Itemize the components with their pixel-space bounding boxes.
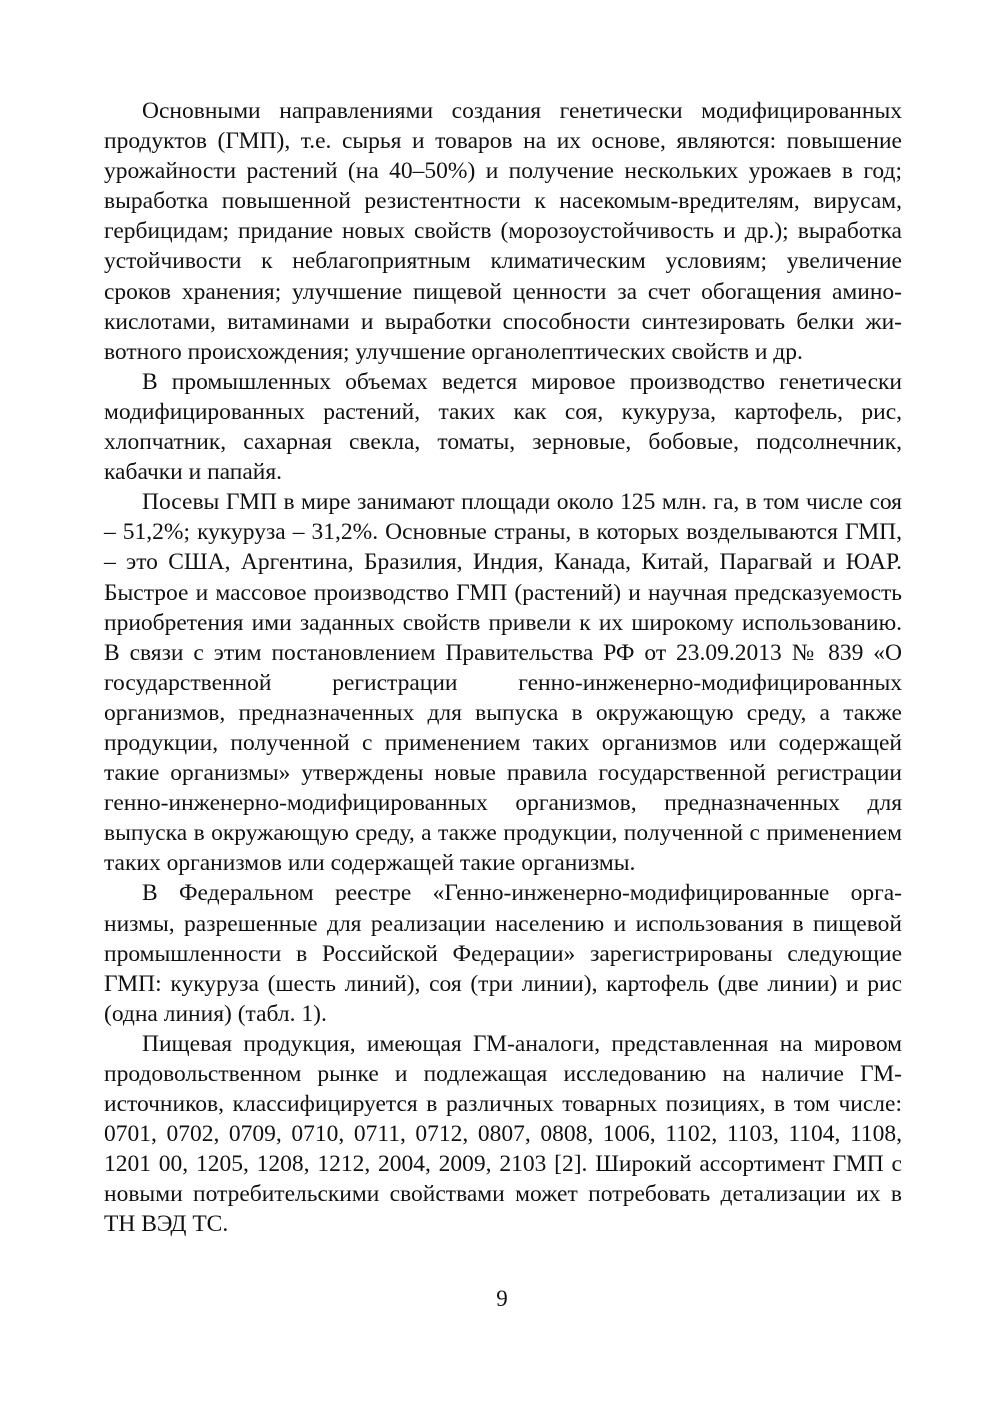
page-body: [104, 96, 902, 1240]
paragraph-federal-registry: В Федеральном реестре «Генно-инженерно-модифицированные организмы, разрешенные для реализации населению и использования в пищевой промышленности в Российской Федерации» зарегистрированы следующие ГМП: кукуруза (шесть линий), соя (три линии), картофель (две линии) и рис (одна линия) (табл. 1).: [104, 880, 902, 1027]
paragraph-gm-areas-regulation: Посевы ГМП в мире занимают площади около 125 млн. га, в том числе соя – 51,2%; кукуруза – 31,2%. Основные страны, в которых возделываются ГМП, – это США, Аргентина, Бразилия, Индия, Канада, Китай, Парагвай и ЮАР. Быстрое и массовое производство ГМП (растений) и научная предсказуемость приобретения ими заданных свойств привели к их широкому использованию. В связи с этим постановлением Правительства РФ от 23.09.2013 № 839 «О государственной регистрации генно-инженерно-модифицированных организмов, предназначенных для выпуска в окружающую среду, а также продукции, полученной с применением таких организмов или содержащей такие организмы» утверждены новые правила государственной регистрации генно-инженерно-модифицированных организмов, предназначенных для выпуска в окружающую среду, а также продукции, полученной с применением таких организмов или содержащей такие организмы.: [104, 489, 902, 877]
paragraph-commodity-codes: Пищевая продукция, имеющая ГМ-аналоги, представленная на мировом продовольственном рынке и подлежащая исследованию на наличие ГМ-источников, классифицируется в различных товарных позициях, в том числе: 0701, 0702, 0709, 0710, 0711, 0712, 0807, 0808, 1006, 1102, 1103, 1104, 1108, 1201 00, 1205, 1208, 1212, 2004, 2009, 2103 [2]. Широкий ассортимент ГМП с новыми потребительскими свойствами может потребовать детализации их в ТН ВЭД ТС.: [104, 1030, 902, 1238]
page-number: 9: [496, 1286, 508, 1311]
paragraph-gm-directions: Основными направлениями создания генетически модифицированных продуктов (ГМП), т.е. сырья и товаров на их основе, являются: повышение урожайности растений (на 40–50%) и получение нескольких урожаев в год; выработка повышенной резистентности к насекомым-вредителям, вирусам, гербицидам; придание новых свойств (морозоустойчивость и др.); выработка устойчивости к неблагоприятным климатическим условиям; увеличение сроков хранения; улучшение пищевой ценности за счет обогащения аминокислотами, витаминами и выработки способности синтезировать белки животного происхождения; улучшение органолептических свойств и др.: [104, 98, 902, 365]
paragraph-gm-crops: В промышленных объемах ведется мировое производство генетически модифицированных растений, таких как соя, кукуруза, картофель, рис, хлопчатник, сахарная свекла, томаты, зерновые, бобовые, подсолнечник, кабачки и папайя.: [104, 368, 902, 486]
